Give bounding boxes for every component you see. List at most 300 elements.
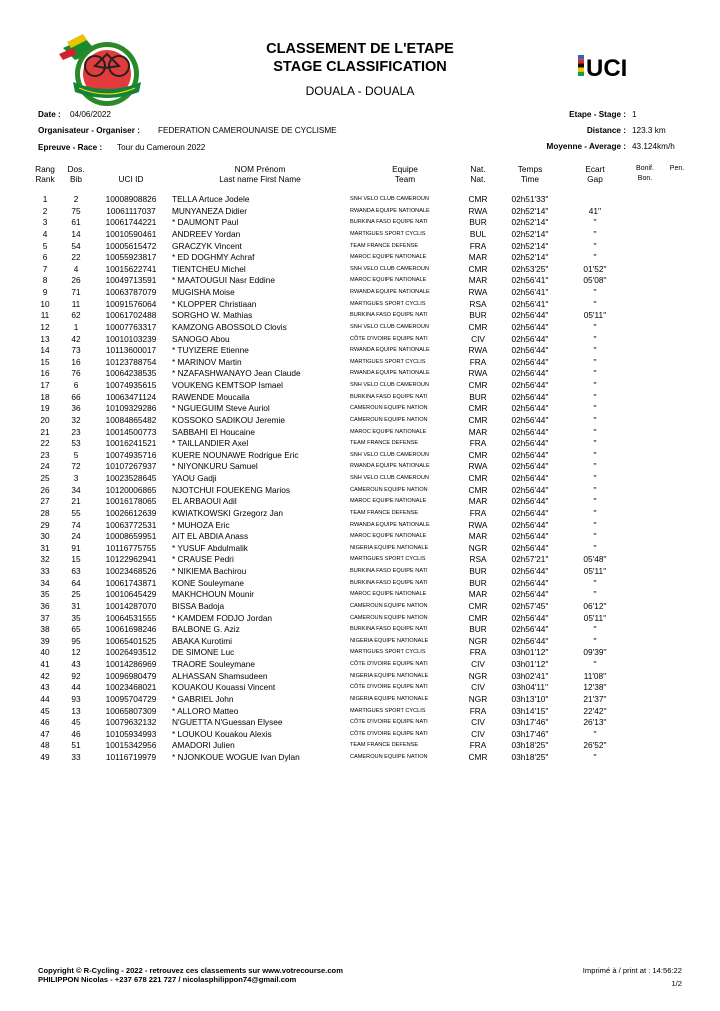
cell-nat: FRA [469, 740, 487, 751]
organizer-label: Organisateur - Organiser : [38, 126, 140, 135]
cell-gap: '' [593, 252, 597, 263]
cell-uci: 10105934993 [105, 728, 157, 739]
cell-time: 02h56'44'' [511, 542, 549, 553]
cell-team: CAMEROUN EQUIPE NATION [350, 405, 428, 412]
cell-bib: 6 [73, 380, 79, 390]
cell-rank: 34 [40, 577, 50, 588]
stage-value: 1 [632, 110, 637, 119]
cell-bonus [626, 217, 664, 229]
cell-gap: '' [593, 542, 597, 553]
cell-nat: RSA [469, 554, 487, 565]
cell-rank: 15 [40, 356, 50, 367]
cell-bonus [626, 403, 664, 415]
cell-gap: 05'48'' [583, 554, 607, 565]
cell-name: * GABRIEL John [172, 693, 234, 704]
cell-nat: CIV [471, 682, 485, 693]
cell-bonus [626, 438, 664, 450]
cell-uci: 10065401525 [105, 635, 157, 646]
table-row [30, 461, 690, 473]
table-row [30, 473, 690, 485]
cell-pen [664, 496, 690, 508]
cell-time: 02h56'44'' [511, 345, 549, 356]
cell-pen [664, 334, 690, 346]
cell-bonus [626, 531, 664, 543]
cell-time: 03h02'41'' [511, 670, 549, 681]
table-row [30, 740, 690, 752]
cell-team: SNH VELO CLUB CAMEROUN [350, 265, 429, 272]
cell-pen [664, 543, 690, 555]
col-bib: Dos. Bib [67, 164, 85, 184]
cell-bonus [626, 508, 664, 520]
cell-rank: 49 [40, 752, 50, 762]
cell-gap: 11'08'' [583, 670, 607, 681]
cell-time: 02h56'44'' [511, 589, 549, 600]
cell-time: 02h52'14'' [511, 217, 549, 228]
cell-pen [664, 194, 690, 206]
table-row [30, 531, 690, 543]
cell-bib: 25 [71, 589, 81, 600]
cell-uci: 10122962941 [105, 554, 157, 565]
cell-name: MUGISHA Moise [172, 287, 235, 297]
organizer-value: FEDERATION CAMEROUNAISE DE CYCLISME [158, 126, 337, 135]
cell-nat: MAR [468, 496, 488, 507]
cell-pen [664, 368, 690, 380]
table-row [30, 624, 690, 636]
cell-name: TIENTCHEU Michel [172, 263, 246, 274]
cell-nat: CMR [468, 403, 488, 414]
cell-rank: 14 [40, 345, 50, 356]
cell-uci: 10014287070 [105, 600, 157, 611]
table-row [30, 299, 690, 311]
page-title-en: STAGE CLASSIFICATION [273, 59, 447, 75]
cell-nat: NGR [468, 670, 488, 681]
cell-pen [664, 647, 690, 659]
cell-time: 02h57'45'' [511, 600, 549, 611]
distance-label: Distance : [586, 126, 626, 135]
cell-bonus [626, 473, 664, 485]
cell-time: 02h56'44'' [511, 461, 549, 472]
cell-bonus [626, 601, 664, 613]
cell-time: 02h52'14'' [511, 205, 549, 216]
cell-gap: 06'12'' [583, 600, 607, 611]
cell-bib: 32 [71, 414, 81, 425]
cell-rank: 11 [40, 310, 50, 321]
cell-nat: CMR [468, 612, 488, 623]
cell-team: NIGERIA EQUIPE NATIONALE [350, 637, 429, 644]
cell-rank: 25 [40, 473, 50, 483]
cell-name: KOSSOKO SADIKOU Jeremie [172, 414, 285, 425]
cell-bib: 61 [71, 217, 81, 228]
cell-nat: RWA [468, 368, 488, 379]
cell-rank: 36 [40, 600, 50, 611]
cell-team: CAMEROUN EQUIPE NATION [350, 754, 428, 760]
cell-uci: 10107267937 [105, 461, 157, 472]
cell-gap: '' [593, 414, 597, 425]
cell-uci: 10016241521 [105, 438, 157, 449]
cell-name: * TAILLANDIER Axel [172, 438, 249, 449]
cell-name: BALBONE G. Aziz [172, 624, 240, 635]
cell-gap: 26'13'' [583, 717, 607, 728]
cell-pen [664, 229, 690, 241]
cell-pen [664, 578, 690, 590]
cell-name: KAMZONG ABOSSOLO Clovis [172, 321, 287, 332]
cell-gap: '' [593, 589, 597, 600]
table-row [30, 415, 690, 427]
cell-team: TEAM FRANCE DEFENSE [350, 509, 419, 516]
cell-pen [664, 427, 690, 439]
cell-pen [664, 299, 690, 311]
cell-name: EL ARBAOUI Adil [172, 496, 237, 507]
col-rank: Rang Rank [35, 164, 55, 184]
cell-pen [664, 310, 690, 322]
cell-rank: 21 [40, 426, 50, 437]
distance-value: 123.3 km [632, 126, 666, 135]
cell-bonus [626, 543, 664, 555]
cell-nat: RWA [468, 461, 488, 472]
cell-time: 02h52'14'' [511, 252, 549, 263]
cell-bonus [626, 194, 664, 206]
print-time: Imprimé à / print at : 14:56:22 [582, 966, 682, 975]
col-gap: Ecart Gap [585, 164, 605, 184]
cell-bib: 95 [71, 635, 81, 646]
cell-time: 02h53'25'' [511, 263, 549, 274]
cell-bonus [626, 229, 664, 241]
cell-time: 02h56'44'' [511, 531, 549, 542]
cell-name: * MARINOV Martin [172, 356, 242, 367]
cell-time: 02h51'33'' [511, 194, 549, 204]
table-row [30, 554, 690, 566]
cell-rank: 42 [40, 670, 50, 681]
cell-time: 03h14'15'' [511, 705, 549, 716]
cell-pen [664, 241, 690, 253]
cell-gap: '' [593, 519, 597, 530]
cell-pen [664, 415, 690, 427]
cell-rank: 37 [40, 612, 50, 623]
table-row [30, 636, 690, 648]
uci-logo-text: UCI [586, 55, 628, 81]
table-row [30, 427, 690, 439]
cell-uci: 10015342956 [105, 740, 157, 751]
cell-uci: 10023468526 [105, 566, 157, 576]
classification-table [30, 164, 690, 764]
cell-uci: 10109329286 [105, 403, 157, 414]
cell-team: MARTIGUES SPORT CYCLIS [350, 707, 426, 714]
cell-name: KOUAKOU Kouassi Vincent [172, 682, 276, 693]
cell-nat: CMR [468, 473, 488, 483]
cell-gap: '' [593, 577, 597, 588]
cell-nat: CIV [471, 717, 485, 728]
cell-nat: CMR [468, 600, 488, 611]
cell-nat: MAR [468, 531, 488, 542]
cell-name: SANOGO Abou [172, 333, 230, 344]
cell-time: 03h01'12'' [511, 647, 549, 658]
cell-gap: '' [593, 345, 597, 356]
cell-nat: CMR [468, 380, 488, 390]
table-row [30, 229, 690, 241]
cell-bonus [626, 694, 664, 706]
cell-uci: 10014500773 [105, 426, 157, 437]
cell-uci: 10010103239 [105, 333, 157, 344]
cell-nat: BUR [469, 624, 487, 635]
cell-bib: 62 [71, 310, 81, 321]
cell-pen [664, 740, 690, 752]
cell-time: 02h52'14'' [511, 228, 549, 239]
cell-nat: RSA [469, 298, 487, 309]
cell-uci: 10064531555 [105, 612, 157, 623]
cell-nat: FRA [469, 438, 487, 449]
cell-pen [664, 345, 690, 357]
cell-rank: 33 [40, 566, 50, 576]
cell-bonus [626, 368, 664, 380]
cell-rank: 7 [42, 263, 48, 274]
cell-gap: '' [593, 240, 597, 251]
table-row [30, 438, 690, 450]
cell-bonus [626, 450, 664, 462]
table-row [30, 194, 690, 206]
cell-uci: 10113600017 [105, 345, 157, 356]
table-row [30, 334, 690, 346]
cell-gap: '' [593, 228, 597, 239]
cell-pen [664, 729, 690, 741]
cell-gap: '' [593, 624, 597, 635]
cell-nat: BUL [469, 228, 487, 239]
cell-rank: 5 [42, 240, 48, 251]
cell-bonus [626, 647, 664, 659]
cell-pen [664, 554, 690, 566]
cell-time: 02h56'44'' [511, 507, 549, 518]
cell-pen [664, 438, 690, 450]
cell-name: * LOUKOU Kouakou Alexis [172, 728, 272, 739]
cell-team: SNH VELO CLUB CAMEROUN [350, 451, 429, 458]
cell-time: 02h56'44'' [511, 310, 549, 321]
cell-bonus [626, 357, 664, 369]
cell-time: 02h56'44'' [511, 624, 549, 635]
table-row [30, 659, 690, 671]
cell-name: * KLOPPER Christiaan [172, 298, 257, 309]
cell-name: GRACZYK Vincent [172, 240, 242, 251]
cell-rank: 24 [40, 461, 50, 472]
cell-nat: CMR [468, 321, 488, 332]
cell-gap: 21'37'' [583, 693, 607, 704]
cell-gap: 22'42'' [583, 705, 607, 716]
cell-name: BISSA Badoja [172, 600, 225, 611]
cell-pen [664, 694, 690, 706]
cell-pen [664, 671, 690, 683]
cell-bonus [626, 566, 664, 578]
cell-time: 02h56'44'' [511, 484, 549, 495]
cell-bib: 72 [71, 461, 81, 472]
cell-time: 03h13'10'' [511, 693, 549, 704]
cell-bib: 12 [71, 647, 81, 658]
cell-time: 02h56'44'' [511, 426, 549, 437]
cell-team: CÔTE D'IVOIRE EQUIPE NATI [350, 719, 428, 726]
cell-bib: 11 [71, 298, 81, 309]
cell-name: * ED DOGHMY Achraf [172, 252, 255, 263]
cell-gap: '' [593, 426, 597, 437]
table-row [30, 264, 690, 276]
page-title-fr: CLASSEMENT DE L'ETAPE [266, 41, 454, 57]
cell-uci: 10116775755 [105, 542, 157, 553]
cell-nat: BUR [469, 391, 487, 402]
route: DOUALA - DOUALA [305, 84, 415, 98]
cell-team: MARTIGUES SPORT CYCLIS [350, 649, 426, 656]
cell-bib: 71 [71, 287, 81, 297]
cell-bonus [626, 613, 664, 625]
date-label: Date : [38, 110, 61, 119]
cell-rank: 2 [42, 205, 48, 216]
cell-bib: 5 [73, 449, 79, 460]
cell-uci: 10049713591 [105, 275, 157, 286]
cell-team: SNH VELO CLUB CAMEROUN [350, 196, 429, 202]
cell-team: MAROC EQUIPE NATIONALE [350, 254, 427, 261]
col-time: Temps Time [517, 164, 543, 184]
cell-name: TELLA Artuce Jodele [172, 194, 250, 204]
cell-rank: 6 [42, 252, 48, 263]
table-row [30, 508, 690, 520]
cell-nat: CMR [468, 414, 488, 425]
cell-uci: 10064238535 [105, 368, 157, 379]
cell-rank: 28 [40, 507, 50, 518]
cell-bonus [626, 520, 664, 532]
cell-gap: 12'38'' [583, 682, 607, 693]
cell-uci: 10095704729 [105, 693, 157, 704]
cell-time: 02h56'44'' [511, 368, 549, 379]
cell-rank: 20 [40, 414, 50, 425]
table-row [30, 287, 690, 299]
cell-gap: '' [593, 391, 597, 402]
cell-bib: 63 [71, 566, 81, 576]
cell-team: MARTIGUES SPORT CYCLIS [350, 300, 426, 307]
cell-team: MAROC EQUIPE NATIONALE [350, 428, 427, 435]
table-row [30, 310, 690, 322]
cell-gap: '' [593, 368, 597, 379]
cell-pen [664, 717, 690, 729]
cell-nat: CIV [471, 728, 485, 739]
cell-time: 02h56'44'' [511, 321, 549, 332]
cell-bib: 14 [71, 228, 81, 239]
cell-rank: 26 [40, 484, 50, 495]
cell-bib: 4 [73, 263, 79, 274]
col-bonus: Bonif. Bon. [636, 165, 654, 182]
cell-gap: '' [593, 321, 597, 332]
cell-team: RWANDA EQUIPE NATIONALE [350, 463, 430, 470]
cell-bonus [626, 427, 664, 439]
cell-rank: 31 [40, 542, 50, 553]
cell-time: 02h56'44'' [511, 612, 549, 623]
cell-bonus [626, 252, 664, 264]
race-value: Tour du Cameroun 2022 [117, 143, 206, 152]
cell-pen [664, 659, 690, 671]
cell-name: DE SIMONE Luc [172, 647, 235, 658]
cell-rank: 47 [40, 728, 50, 739]
cell-bonus [626, 589, 664, 601]
cell-rank: 18 [40, 391, 50, 402]
cell-rank: 27 [40, 496, 50, 507]
date-value: 04/06/2022 [70, 110, 111, 119]
cell-pen [664, 508, 690, 520]
cell-nat: FRA [469, 647, 487, 658]
cell-time: 02h56'44'' [511, 635, 549, 646]
cell-name: SABBAHI El Houcaine [172, 426, 256, 437]
cell-pen [664, 589, 690, 601]
cell-pen [664, 531, 690, 543]
cell-bib: 24 [71, 531, 81, 542]
cell-bib: 35 [71, 612, 81, 623]
cell-time: 02h57'21'' [511, 554, 549, 565]
cell-team: CAMEROUN EQUIPE NATION [350, 602, 428, 609]
cell-time: 02h56'44'' [511, 473, 549, 483]
cell-bib: 51 [71, 740, 81, 751]
cell-bonus [626, 636, 664, 648]
cell-bib: 21 [71, 496, 81, 507]
cell-gap: '' [593, 473, 597, 483]
table-row [30, 217, 690, 229]
cell-gap: '' [593, 461, 597, 472]
cell-uci: 10010645429 [105, 589, 157, 600]
cell-pen [664, 706, 690, 718]
cell-rank: 9 [42, 287, 48, 297]
table-row [30, 241, 690, 253]
cell-gap: 01'52'' [583, 263, 607, 274]
cell-time: 03h18'25'' [511, 740, 549, 751]
cell-pen [664, 357, 690, 369]
cell-uci: 10007763317 [105, 321, 157, 332]
cell-nat: BUR [469, 217, 487, 228]
cell-rank: 17 [40, 380, 50, 390]
cell-team: TEAM FRANCE DEFENSE [350, 742, 419, 749]
cell-nat: FRA [469, 705, 487, 716]
cell-team: CÔTE D'IVOIRE EQUIPE NATI [350, 335, 428, 342]
footer-contact: PHILIPPON Nicolas - +237 678 221 727 / nicolasphilippon74@gmail.com [38, 975, 297, 984]
cell-name: * NJONKOUE WOGUE Ivan Dylan [172, 752, 300, 762]
cell-time: 02h56'44'' [511, 403, 549, 414]
cell-rank: 32 [40, 554, 50, 565]
cell-bib: 92 [71, 670, 81, 681]
cell-uci: 10061743871 [105, 577, 157, 588]
cell-bonus [626, 380, 664, 392]
cell-bonus [626, 496, 664, 508]
cell-pen [664, 752, 690, 764]
cell-uci: 10005615472 [105, 240, 157, 251]
cell-rank: 38 [40, 624, 50, 635]
cell-team: MARTIGUES SPORT CYCLIS [350, 556, 426, 563]
cell-bib: 23 [71, 426, 81, 437]
cell-pen [664, 217, 690, 229]
cell-name: RAWENDE Moucaila [172, 391, 250, 402]
cell-time: 03h18'25'' [511, 752, 549, 762]
cell-bib: 45 [71, 717, 81, 728]
cell-team: CAMEROUN EQUIPE NATION [350, 614, 428, 621]
cell-uci: 10014286969 [105, 659, 157, 669]
cell-name: AMADORI Julien [172, 740, 235, 751]
cell-rank: 10 [40, 298, 50, 309]
table-row [30, 206, 690, 218]
cell-bib: 3 [73, 473, 79, 483]
col-nat: Nat. Nat. [470, 164, 486, 184]
cell-uci: 10116719979 [105, 752, 157, 762]
table-row [30, 496, 690, 508]
cell-time: 02h56'44'' [511, 438, 549, 449]
page-number: 1/2 [671, 979, 682, 988]
cell-uci: 10023468021 [105, 682, 157, 693]
cell-team: MAROC EQUIPE NATIONALE [350, 591, 427, 598]
cell-uci: 10061698246 [105, 624, 157, 635]
cell-time: 02h56'44'' [511, 449, 549, 460]
cell-uci: 10063772531 [105, 519, 157, 530]
table-row [30, 357, 690, 369]
cell-bib: 93 [71, 693, 81, 704]
cell-rank: 22 [40, 438, 50, 449]
